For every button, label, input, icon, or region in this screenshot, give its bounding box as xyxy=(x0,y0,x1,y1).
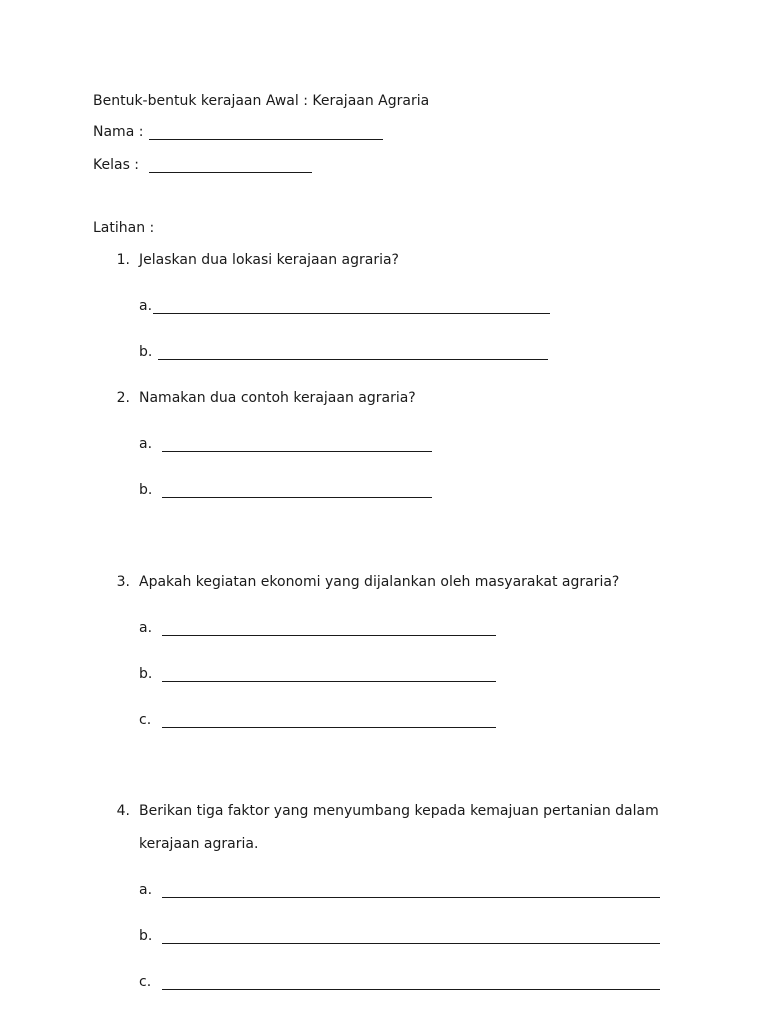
question-1-number: 1. xyxy=(116,252,130,268)
question-3-answer-b-blank[interactable] xyxy=(162,681,496,682)
question-4-answer-c-blank[interactable] xyxy=(162,989,660,990)
class-blank[interactable] xyxy=(149,172,312,173)
question-1-answer-a-blank[interactable] xyxy=(153,313,550,314)
question-3-answer-c-blank[interactable] xyxy=(162,727,496,728)
class-label: Kelas : xyxy=(93,157,140,173)
question-3-text: Apakah kegiatan ekonomi yang dijalankan oleh masyarakat agraria? xyxy=(139,574,620,590)
worksheet-title: Bentuk-bentuk kerajaan Awal : Kerajaan Agraria xyxy=(93,93,430,109)
question-2-answer-b-label: b. xyxy=(139,482,153,498)
question-4-answer-c-label: c. xyxy=(139,974,152,990)
question-4-number: 4. xyxy=(116,803,130,819)
question-3-answer-a-label: a. xyxy=(139,620,153,636)
question-3-number: 3. xyxy=(116,574,130,590)
question-4-answer-b-blank[interactable] xyxy=(162,943,660,944)
name-label: Nama : xyxy=(93,124,144,140)
question-1-answer-b-label: b. xyxy=(139,344,153,360)
question-4-text-line-2: kerajaan agraria. xyxy=(139,836,259,852)
question-3-answer-a-blank[interactable] xyxy=(162,635,496,636)
exercise-heading: Latihan : xyxy=(93,220,155,236)
question-1-answer-b-blank[interactable] xyxy=(158,359,548,360)
question-3-answer-c-label: c. xyxy=(139,712,152,728)
question-4-answer-a-blank[interactable] xyxy=(162,897,660,898)
question-2-answer-b-blank[interactable] xyxy=(162,497,432,498)
question-1-answer-a-label: a. xyxy=(139,298,153,314)
question-4-answer-b-label: b. xyxy=(139,928,153,944)
question-2-answer-a-blank[interactable] xyxy=(162,451,432,452)
name-blank[interactable] xyxy=(149,139,383,140)
question-4-answer-a-label: a. xyxy=(139,882,153,898)
question-2-answer-a-label: a. xyxy=(139,436,153,452)
question-3-answer-b-label: b. xyxy=(139,666,153,682)
question-2-text: Namakan dua contoh kerajaan agraria? xyxy=(139,390,416,406)
question-4-text-line-1: Berikan tiga faktor yang menyumbang kepada kemajuan pertanian dalam xyxy=(139,803,659,819)
question-2-number: 2. xyxy=(116,390,130,406)
question-1-text: Jelaskan dua lokasi kerajaan agraria? xyxy=(139,252,399,268)
